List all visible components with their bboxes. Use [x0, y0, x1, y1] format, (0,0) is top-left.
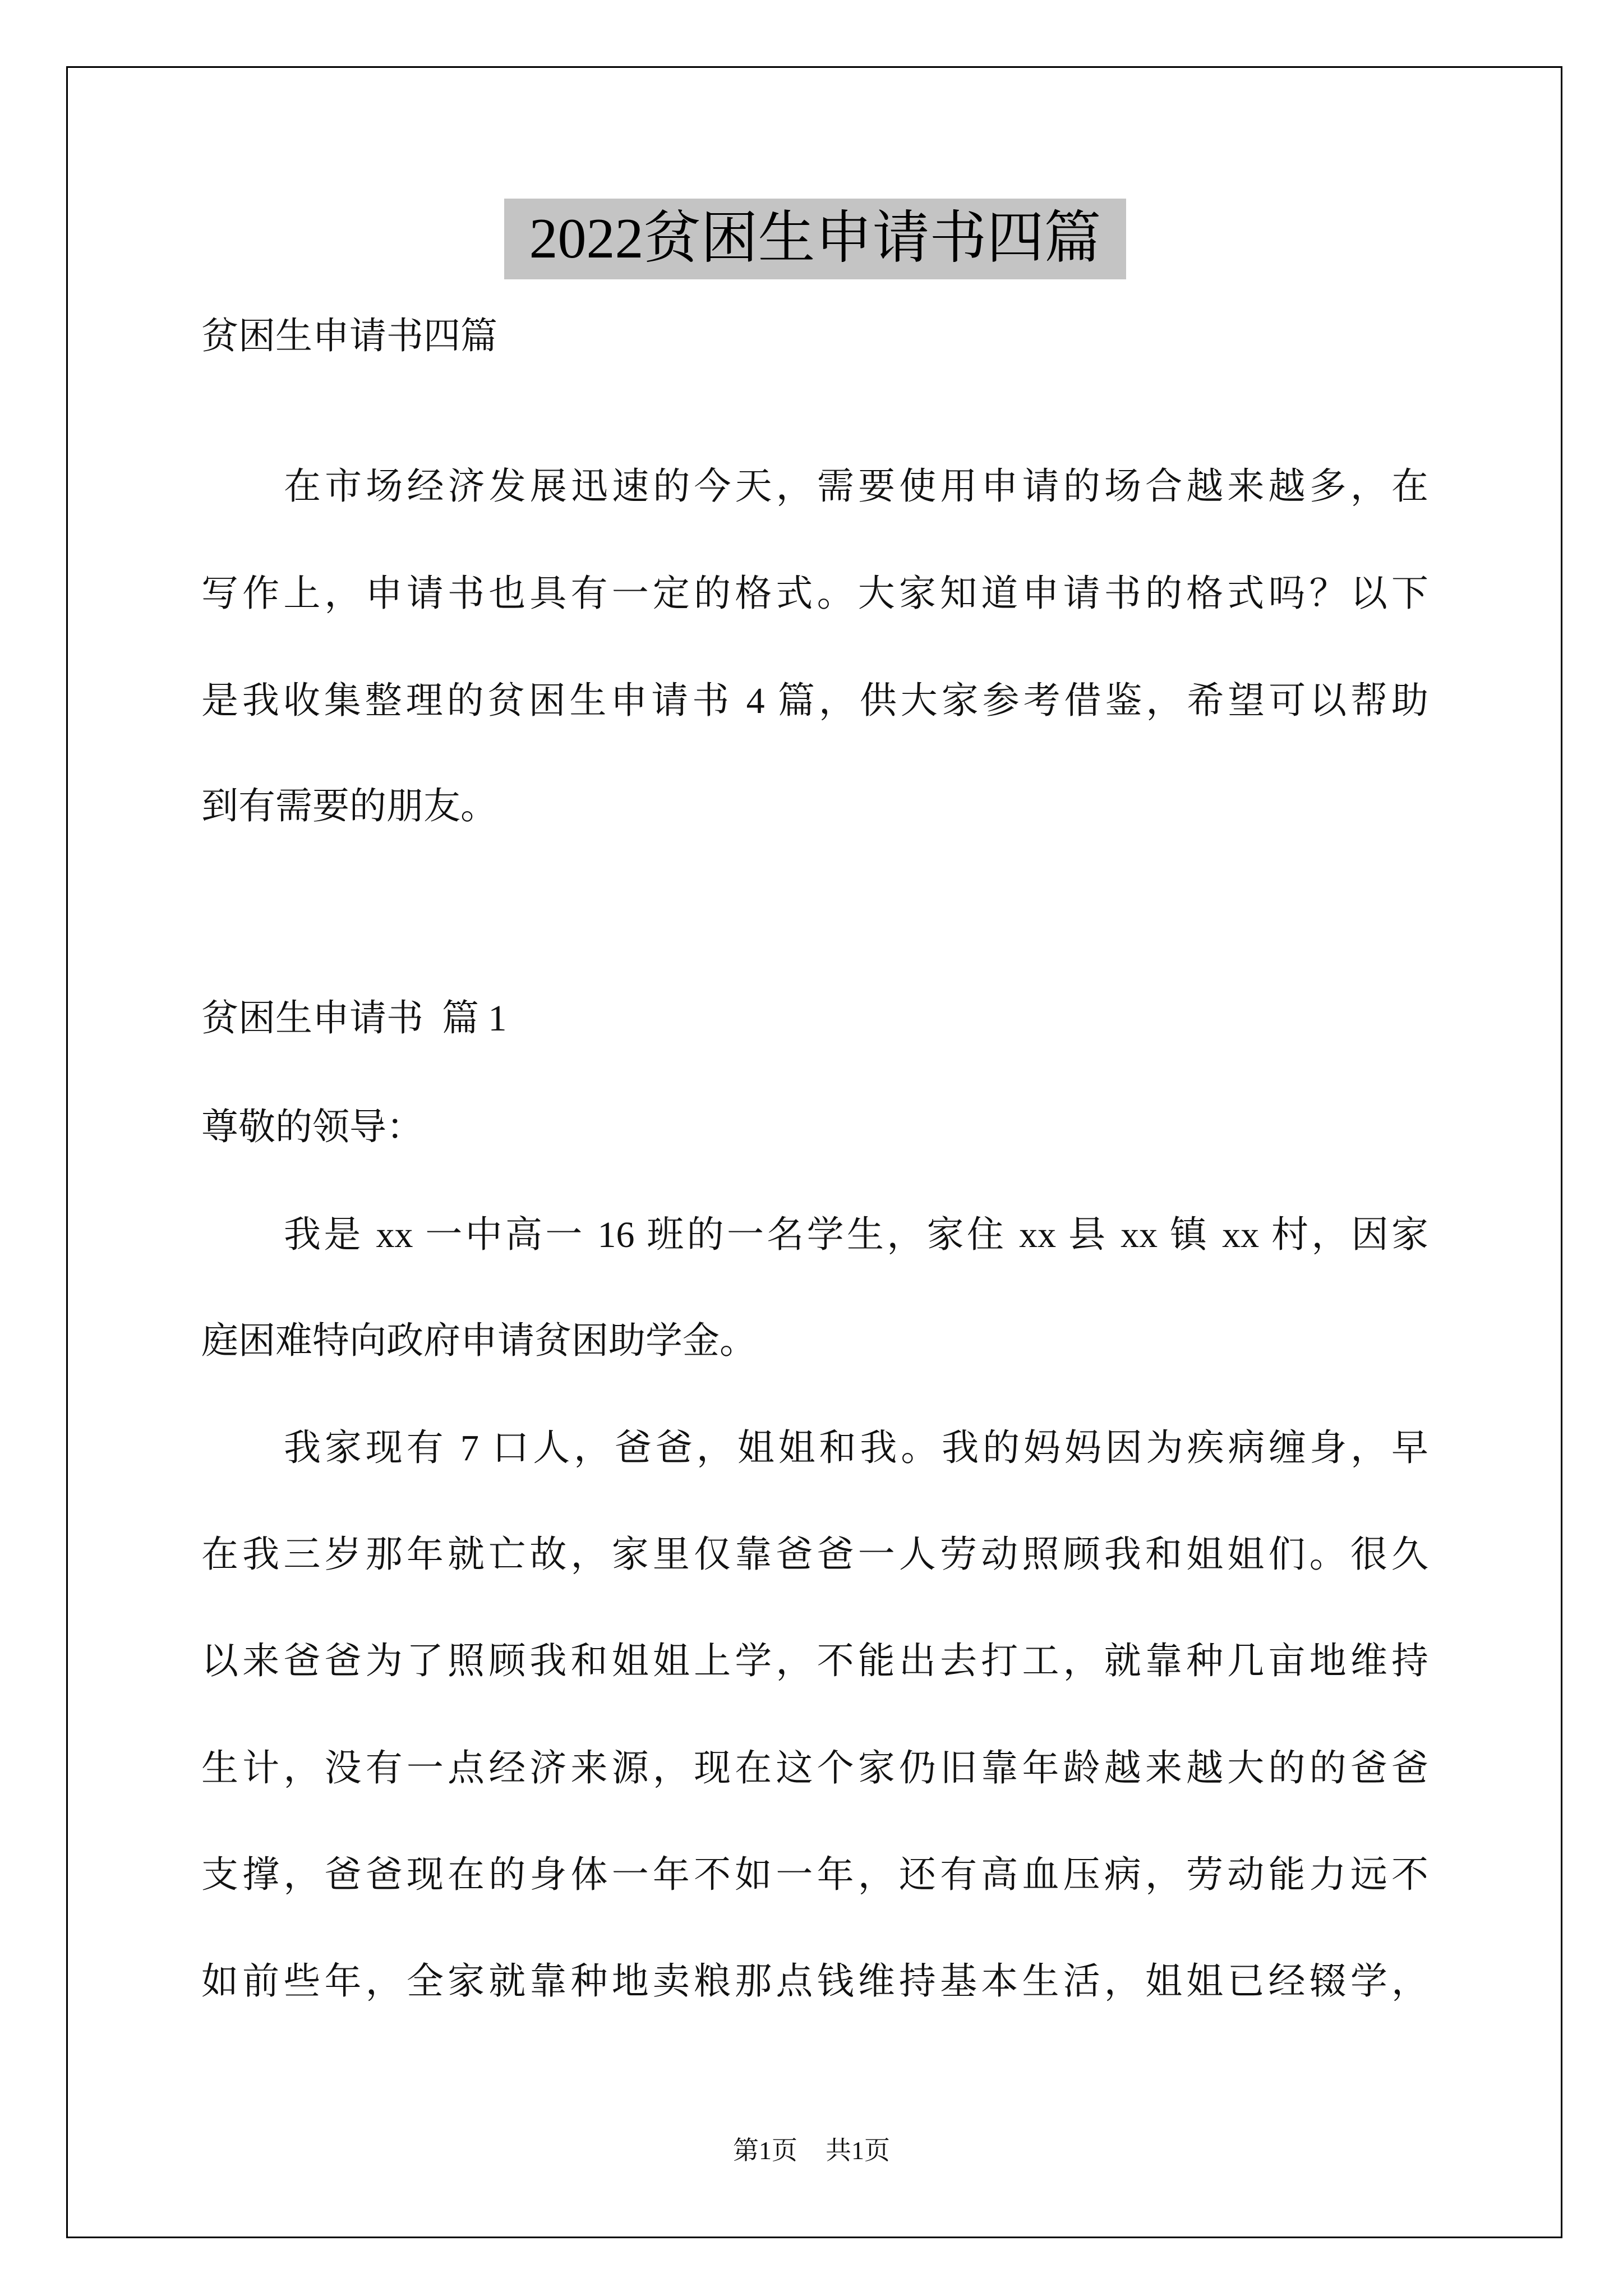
body-line: 我家现有 7 口人，爸爸，姐姐和我。我的妈妈因为疾病缠身，早	[284, 1428, 1428, 1469]
page-number: 第1页	[733, 2136, 797, 2165]
body-line: 生计，没有一点经济来源，现在这个家仍旧靠年龄越来越大的的爸爸	[201, 1748, 1428, 1789]
document-subtitle: 贫困生申请书四篇	[201, 316, 497, 357]
intro-line: 是我收集整理的贫困生申请书 4 篇，供大家参考借鉴，希望可以帮助	[201, 680, 1428, 721]
section-heading: 贫困生申请书 篇 1	[201, 998, 507, 1039]
document-title: 2022贫困生申请书四篇	[504, 199, 1126, 279]
body-line: 以来爸爸为了照顾我和姐姐上学，不能出去打工，就靠种几亩地维持	[201, 1641, 1428, 1682]
body-line: 如前些年，全家就靠种地卖粮那点钱维持基本生活，姐姐已经辍学，	[201, 1961, 1428, 2002]
page-footer	[0, 2134, 1623, 2168]
intro-line: 到有需要的朋友。	[201, 786, 497, 827]
body-line: 支撑，爸爸现在的身体一年不如一年，还有高血压病，劳动能力远不	[201, 1855, 1428, 1895]
page-total: 共1页	[826, 2136, 890, 2165]
body-line: 我是 xx 一中高一 16 班的一名学生，家住 xx 县 xx 镇 xx 村，因家	[284, 1214, 1428, 1255]
salutation: 尊敬的领导：	[201, 1107, 423, 1148]
intro-line: 写作上，申请书也具有一定的格式。大家知道申请书的格式吗？以下	[201, 573, 1428, 614]
intro-line: 在市场经济发展迅速的今天，需要使用申请的场合越来越多，在	[284, 466, 1428, 507]
body-line: 庭困难特向政府申请贫困助学金。	[201, 1320, 757, 1361]
body-line: 在我三岁那年就亡故，家里仅靠爸爸一人劳动照顾我和姐姐们。很久	[201, 1534, 1428, 1575]
